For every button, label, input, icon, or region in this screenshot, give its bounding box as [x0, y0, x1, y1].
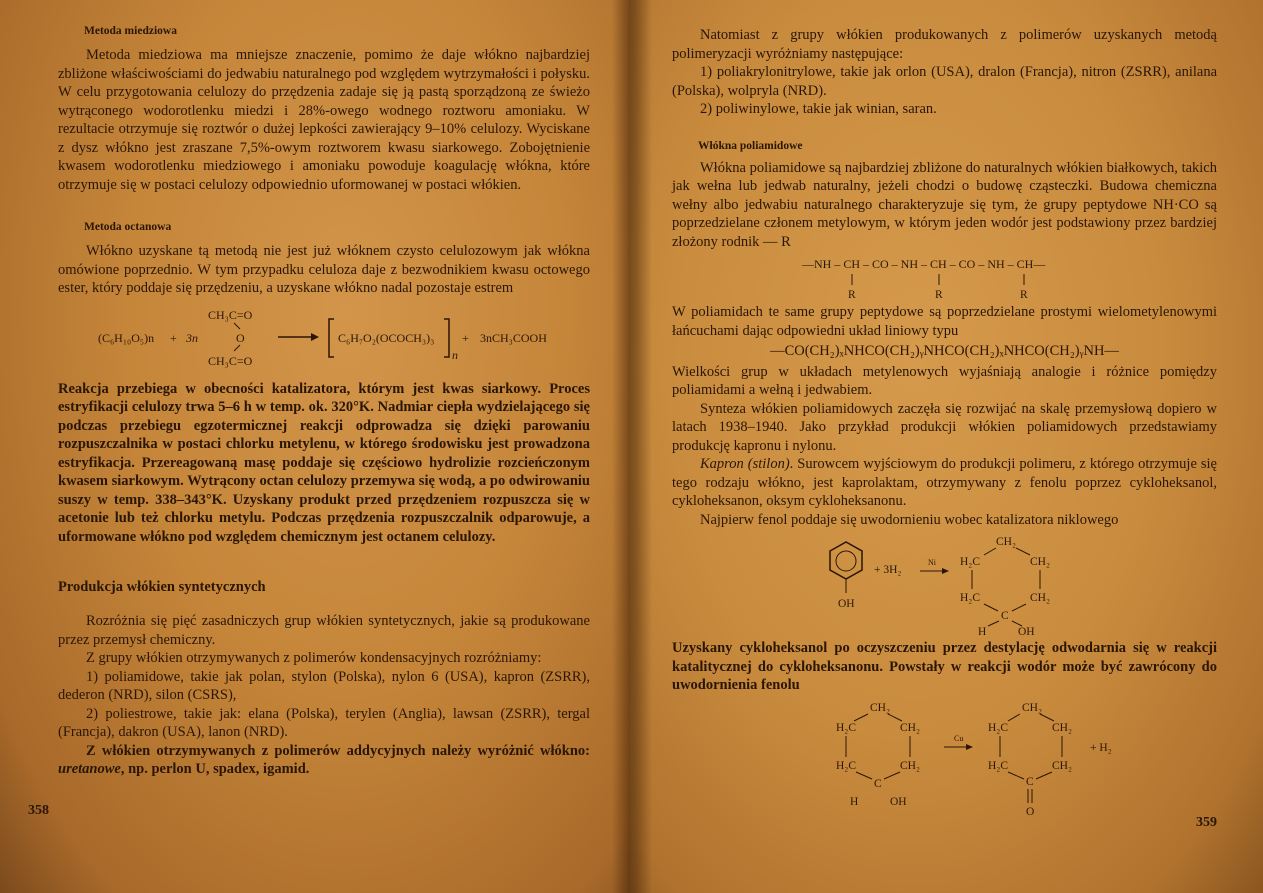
r-group: R — [848, 289, 856, 301]
paragraph-polyamide: Włókna poliamidowe są najbardziej zbliżone do naturalnych włókien białkowych, takich jak wełna lub jedwab naturalny, jeżeli chodzi o budowę cząsteczki. Budowa chemiczna wełny albo jedwabiu naturalnego charakteryzuje się tym, że grupy peptydowe NH·CO są poprzedzielane członem metylowym, w którym jeden wodór jest podstawiony przez bardziej złożony rodnik — R — [672, 159, 1217, 250]
anhydride-oxygen: O — [236, 330, 245, 345]
product-subscript: n — [452, 347, 458, 362]
catalyst-label: Ni — [928, 558, 936, 567]
cyclohexanol-ring — [836, 702, 920, 808]
paragraph-sizes: Wielkości grup w układach metylenowych wyjaśniają analogie i różnice pomiędzy poliamidami a wełną i jedwabiem. — [672, 363, 1217, 398]
ring-ch2: CH₂ — [1030, 556, 1050, 568]
dehydrogenation-equation — [836, 699, 1142, 819]
text: Z włókien otrzymywanych z polimerów addycyjnych należy wyróżnić włókno: — [86, 742, 590, 759]
paragraph-synthetic-1: Rozróżnia się pięć zasadniczych grup włókien syntetycznych, jakie są produkowane przez przemysł chemiczny. — [58, 613, 590, 648]
hydroxyl-label: OH — [1018, 626, 1035, 638]
paragraph-polyacrylonitrile: 1) poliakrylonitrylowe, takie jak orlon (USA), dralon (Francja), nitron (ZSRR), anilana (Polska), wolpryla (NRD). — [672, 64, 1217, 99]
paragraph-phenol: Najpierw fenol poddaje się uwodornieniu wobec katalizatora niklowego — [700, 511, 1119, 528]
page-number-right: 359 — [1196, 814, 1217, 830]
ring-ch2: CH₂ — [996, 536, 1016, 548]
r-group: R — [1020, 289, 1028, 301]
hydrogen-label: + 3H₂ — [874, 564, 902, 576]
paragraph-kapron — [672, 455, 1217, 511]
ring-h2c: H₂C — [836, 759, 856, 772]
hydrogen-atom: H — [850, 795, 859, 808]
paragraph-chains: W poliamidach te same grupy peptydowe są poprzedzielane prostymi wielometylenowymi łańcuchami dając odpowiedni układ liniowy typu — [672, 304, 1217, 339]
heading-synthetic-fibres: Produkcja włókien syntetycznych — [58, 579, 266, 595]
catalyst-label: Cu — [954, 733, 964, 743]
ring-ch2: CH₂ — [1030, 592, 1050, 604]
paragraph-polymerization: Natomiast z grupy włókien produkowanych z polimerów uzyskanych metodą polimeryzacji wyróżniamy następujące: — [672, 27, 1217, 62]
peptide-r-groups — [806, 272, 1066, 302]
hydroxyl-label: OH — [890, 795, 907, 808]
italic-term: uretanowe — [58, 761, 121, 777]
product-acetic-acid: 3nCH₃COOH — [480, 330, 547, 345]
ring-c: C — [1001, 610, 1009, 622]
reactant-cellulose: (C₆H₁₀O₅)n — [98, 330, 155, 345]
text: , np. perlon U, spadex, igamid. — [120, 761, 310, 777]
paragraph-copper-method: Metoda miedziowa ma mniejsze znaczenie, pomimo że daje włókno najbardziej zbliżone właściwościami do jedwabiu naturalnego pod względem wytrzymałości i połysku. W celu przygotowania celulozy do przędzenia zadaje się ją pastą sporządzoną ze świeżo wytrąconego wodorotlenku miedzi i 28%-owego wodnego roztworu amoniaku. W rezultacie otrzymuje się roztwór o dużej lepkości zawierający 9–10% celulozy. Wyciskane z dysz włókno jest zraszane 7,5%-owym roztworem kwasu siarkowego. Zobojętnienie kwasem wodorotlenku miedziowego i amoniaku powoduje koagulację włókna, które otrzymuje się w postaci celulozy odpowiednio uformowanej w postaci włókien. — [58, 47, 590, 193]
ring-ch2: CH₂ — [1022, 701, 1042, 714]
formula-linear: —CO(CH₂)ₓNHCO(CH₂)ᵧNHCO(CH₂)ₓNHCO(CH₂)ᵧNH— — [770, 343, 1119, 359]
reaction-arrow-icon — [218, 315, 338, 365]
hydrogen-label: + H₂ — [1090, 741, 1112, 754]
bracket-icon — [442, 315, 452, 365]
ring-h2c: H₂C — [960, 592, 980, 604]
ring-h2c: H₂C — [960, 556, 980, 568]
ring-ch2: CH₂ — [870, 701, 890, 714]
peptide-formula-block — [672, 257, 1217, 303]
r-group: R — [935, 289, 943, 301]
oxygen-atom: O — [1026, 805, 1035, 818]
ring-ch2: CH₂ — [1052, 721, 1072, 734]
paragraph-synthetic-5 — [58, 742, 590, 779]
ring-ch2: CH₂ — [1052, 759, 1072, 772]
hydroxyl-label: OH — [838, 598, 855, 610]
paragraph-synthetic-2: Z grupy włókien otrzymywanych z polimerów kondensacyjnych rozróżniamy: — [86, 650, 542, 666]
paragraph-polyvinyl: 2) poliwinylowe, takie jak winian, saran. — [700, 101, 937, 117]
acetate-equation — [58, 306, 590, 372]
hydrogenation-equation — [812, 533, 1072, 637]
right-page — [630, 0, 1263, 893]
ring-c: C — [1026, 775, 1034, 788]
text: . Surowcem wyjściowym do produkcji polimeru, z którego otrzymuje się tego rodzaju włókno, jest kaprolaktam, otrzymywany z fenolu poprzez cykloheksanol, cykloheksanon, oksym cykloheksanonu. — [672, 456, 1217, 509]
heading-acetate-method: Metoda octanowa — [84, 221, 172, 233]
paragraph-synthesis: Synteza włókien poliamidowych zaczęła się rozwijać na skalę przemysłową dopiero w latach 1938–1940. Jako przykład produkcji włókien poliamidowych przedstawiamy produkcję kapronu i nylonu. — [672, 400, 1217, 454]
ring-ch2: CH₂ — [900, 721, 920, 734]
anhydride-bottom: CH₃C=O — [208, 353, 253, 368]
heading-copper-method: Metoda miedziowa — [84, 25, 177, 37]
left-page — [0, 0, 630, 893]
paragraph-acetate-method: Włókno uzyskane tą metodą nie jest już włóknem czysto celulozowym jak włókna omówione poprzednio. W tym przypadku celuloza daje z bezwodnikiem kwasu octowego ester, który poddaje się przędzeniu, a uzyskane włókno nadal pozostaje estrem — [58, 243, 590, 296]
ring-h2c: H₂C — [988, 759, 1008, 772]
plus-sign: + — [462, 330, 469, 345]
plus-sign: + — [170, 330, 177, 345]
ring-h2c: H₂C — [988, 721, 1008, 734]
ring-h2c: H₂C — [836, 721, 856, 734]
paragraph-synthetic-4: 2) poliestrowe, takie jak: elana (Polska), terylen (Anglia), lawsan (ZSRR), tergal (Francja), dakron (USA), lanon (NRD). — [58, 705, 590, 740]
paragraph-synthetic-3: 1) poliamidowe, takie jak polan, stylon (Polska), nylon 6 (USA), kapron (ZSRR), dederon (NRD), silon (CSRS), — [58, 668, 590, 703]
ring-ch2: CH₂ — [900, 759, 920, 772]
italic-term: Kapron (stilon) — [700, 456, 790, 472]
hydrogen-atom: H — [978, 626, 987, 638]
page-number-left: 358 — [28, 802, 49, 818]
cyclohexanone-ring — [988, 702, 1072, 818]
formula-peptide: —NH – CH – CO – NH – CH – CO – NH – CH— — [802, 257, 1046, 271]
paragraph-reaction: Reakcja przebiega w obecności katalizatora, którym jest kwas siarkowy. Proces estryfikacji celulozy trwa 5–6 h w temp. ok. 320°K. Nadmiar ciepła wydzielającego się podczas przebiegu egzotermicznej reakcji odprowadza się dzięki parowaniu rozpuszczalnika w postaci chlorku metylenu, w którego środowisku jest prowadzona estryfikacja. Przereagowaną masę poddaje się częściowo hydrolizie rozcieńczonym kwasem siarkowym. Wytrącony octan celulozy przemywa się wodą, a po odwirowaniu suszy w temp. 338–343°K. Uzyskany produkt przed przędzeniem rozpuszcza się w acetonie lub też chlorku metylu. Podczas przędzenia rozpuszczalnik odparowuje, a uformowane włókno pod względem chemicznym jest octanem celulozy. — [58, 380, 590, 545]
anhydride-top: CH₃C=O — [208, 307, 253, 322]
ring-c: C — [874, 777, 882, 790]
paragraph-cyclohexanol: Uzyskany cykloheksanol po oczyszczeniu przez destylację odwodarnia się w reakcji katalitycznej do cykloheksanonu. Powstały w reakcji wodór może być zawrócony do uwodornienia fenolu — [672, 640, 1217, 693]
heading-polyamide-fibres: Włókna poliamidowe — [698, 139, 803, 152]
benzene-ring-icon — [830, 542, 862, 593]
product-cellulose-acetate: C₆H₇O₂(OCOCH₃)₃ — [338, 330, 435, 345]
coefficient: 3n — [186, 330, 198, 345]
